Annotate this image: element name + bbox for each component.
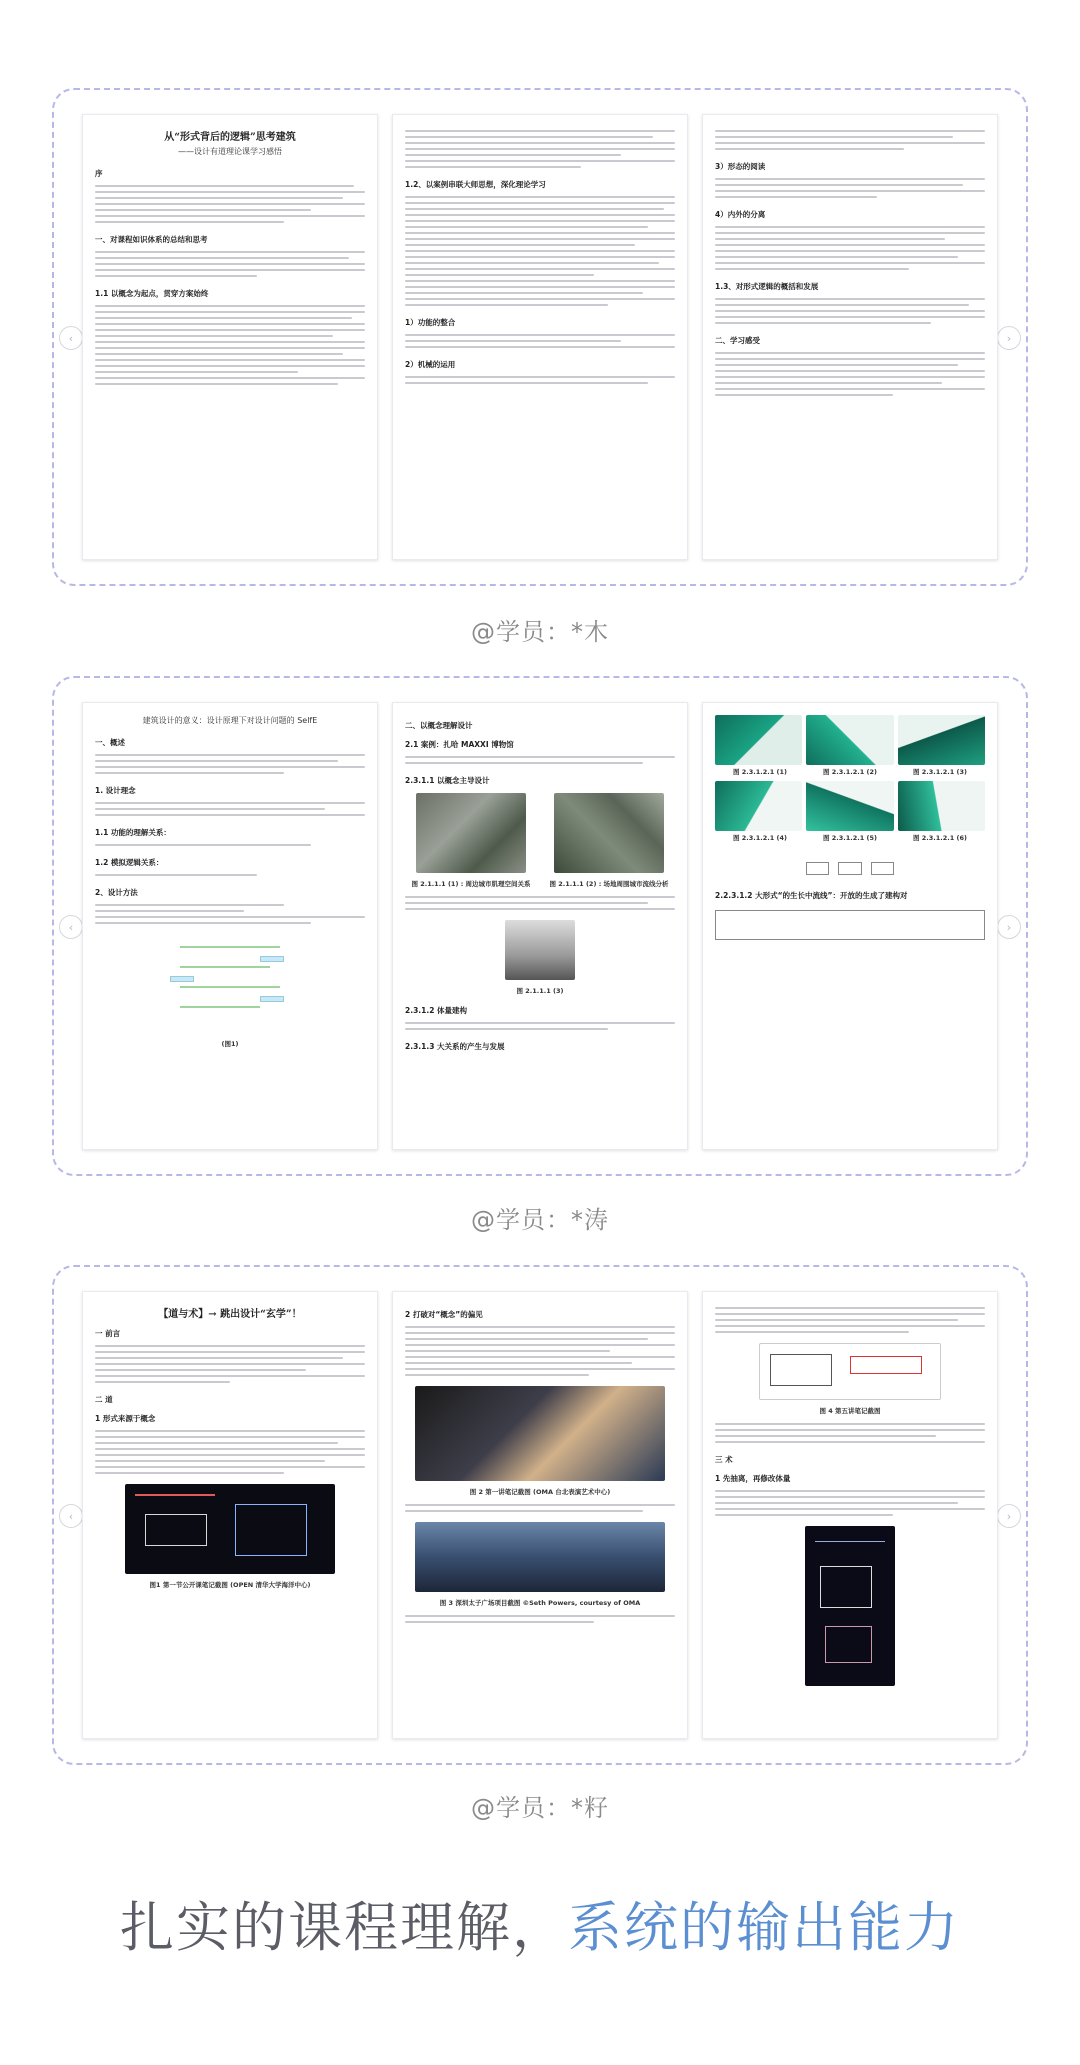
massing-diagram	[806, 715, 893, 765]
doc-list-item: 4）内外的分离	[715, 210, 766, 219]
student-caption: @学员：*涛	[471, 1206, 609, 1234]
doc-title: 【道与术】→ 跳出设计“玄学”！	[158, 1309, 302, 1320]
flow-box	[871, 862, 894, 875]
doc-heading: 序	[95, 169, 103, 178]
doc-title: 从“形式背后的逻辑”思考建筑	[164, 132, 296, 143]
document-page	[702, 702, 998, 1150]
figure-caption: 图 2.3.1.2.1 (3)	[913, 768, 967, 776]
aerial-photo-figure	[554, 793, 664, 873]
prev-arrow-icon[interactable]: ‹	[59, 915, 83, 939]
doc-heading: 1.1 以概念为起点，贯穿方案始终	[95, 289, 209, 298]
student-caption: @学员：*木	[471, 618, 609, 646]
figure-caption: 图 2.3.1.2.1 (5)	[823, 834, 877, 842]
city-photo	[415, 1522, 665, 1592]
figure-caption: 图 3 深圳太子广场项目截图 ©Seth Powers, courtesy of OMA	[439, 1599, 641, 1607]
figure-caption: 图1 第一节公开课笔记截图 (OPEN 清华大学海洋中心)	[149, 1581, 311, 1589]
doc-heading: 一 前言	[95, 1329, 121, 1338]
doc-title: 建筑设计的意义：设计原理下对设计问题的 SelfE	[142, 716, 318, 725]
figure-caption: 图 2.3.1.2.1 (4)	[733, 834, 787, 842]
site-map-figure	[416, 793, 526, 873]
figure-caption: 图 2.1.1.1 (3)	[516, 987, 564, 995]
massing-diagram	[806, 781, 893, 831]
student-card-3	[52, 1265, 1028, 1765]
notes-screenshot	[125, 1484, 335, 1574]
doc-heading: 2.1 案例：扎哈 MAXXI 博物馆	[405, 740, 514, 749]
figure-caption: 图 2.3.1.2.1 (6)	[913, 834, 967, 842]
doc-heading: 1.2 模拟逻辑关系：	[95, 858, 164, 867]
doc-heading: 1.2、以案例串联大师思想，深化理论学习	[405, 180, 546, 189]
figure-caption: 图 2.3.1.2.1 (1)	[733, 768, 787, 776]
doc-heading: 2、设计方法	[95, 888, 138, 897]
document-page	[392, 1291, 688, 1739]
figure-caption: 图 2.1.1.1 (2) : 场地周围城市流线分析	[549, 880, 669, 888]
doc-heading: 1. 设计理念	[95, 786, 136, 795]
next-arrow-icon[interactable]: ›	[997, 1504, 1021, 1528]
figure-caption: 图 4 第五讲笔记截图	[819, 1407, 881, 1415]
massing-diagram	[898, 781, 985, 831]
doc-heading: 一、概述	[95, 738, 125, 747]
doc-heading: 1.1 功能的理解关系：	[95, 828, 171, 837]
document-page	[392, 702, 688, 1150]
next-arrow-icon[interactable]: ›	[997, 326, 1021, 350]
massing-diagram	[715, 781, 802, 831]
doc-heading: 二、学习感受	[715, 336, 760, 345]
slogan	[0, 1885, 1080, 1962]
massing-diagram	[715, 715, 802, 765]
doc-heading: 三 术	[715, 1455, 733, 1464]
student-card-1	[52, 88, 1028, 586]
doc-list-item: 2）机械的运用	[405, 360, 456, 369]
doc-heading: 2.3.1.1 以概念主导设计	[405, 776, 490, 785]
document-page	[82, 114, 378, 560]
document-page	[392, 114, 688, 560]
doc-heading: 1 先抽离，再修改体量	[715, 1474, 791, 1483]
document-page	[702, 114, 998, 560]
figure-caption: 图 2.3.1.2.1 (2)	[823, 768, 877, 776]
flow-diagram	[715, 910, 985, 940]
doc-heading: 二、以概念理解设计	[405, 721, 473, 730]
notes-screenshot	[759, 1343, 941, 1400]
building-photo-figure	[505, 920, 575, 980]
massing-diagram	[898, 715, 985, 765]
doc-heading: 2.2.3.1.2 大形式“的生长中流线”：开放的生成了建构对	[715, 891, 908, 900]
mindmap-figure	[170, 936, 290, 1031]
doc-heading: 1 形式来源于概念	[95, 1414, 156, 1423]
document-page	[702, 1291, 998, 1739]
slogan-part-1: 扎实的课程理解，	[120, 1896, 568, 1959]
document-page	[82, 702, 378, 1150]
student-caption: @学员：*籽	[471, 1794, 609, 1822]
prev-arrow-icon[interactable]: ‹	[59, 1504, 83, 1528]
figure-caption: 图 2.1.1.1 (1) : 周边城市肌理空间关系	[411, 880, 531, 888]
doc-heading: 2.3.1.3 大关系的产生与发展	[405, 1042, 505, 1051]
slogan-part-2: 系统的输出能力	[568, 1896, 960, 1959]
flow-box	[806, 862, 829, 875]
next-arrow-icon[interactable]: ›	[997, 915, 1021, 939]
figure-caption: (图1)	[221, 1040, 239, 1048]
doc-heading: 二 道	[95, 1395, 113, 1404]
doc-heading: 2.3.1.2 体量建构	[405, 1006, 468, 1015]
prev-arrow-icon[interactable]: ‹	[59, 326, 83, 350]
flow-box	[838, 862, 861, 875]
doc-heading: 一、对课程如识体系的总结和思考	[95, 235, 208, 244]
doc-heading: 1.3、对形式逻辑的概括和发展	[715, 282, 819, 291]
notes-screenshot	[415, 1386, 665, 1481]
doc-list-item: 1）功能的整合	[405, 318, 456, 327]
doc-heading: 2 打破对“概念”的偏见	[405, 1310, 483, 1319]
doc-list-item: 3）形态的阅读	[715, 162, 766, 171]
notes-screenshot	[805, 1526, 895, 1686]
doc-subtitle: ——设计有道理论课学习感悟	[178, 147, 282, 156]
student-card-2	[52, 676, 1028, 1176]
document-page	[82, 1291, 378, 1739]
figure-caption: 图 2 第一讲笔记截图 (OMA 台北表演艺术中心)	[469, 1488, 611, 1496]
